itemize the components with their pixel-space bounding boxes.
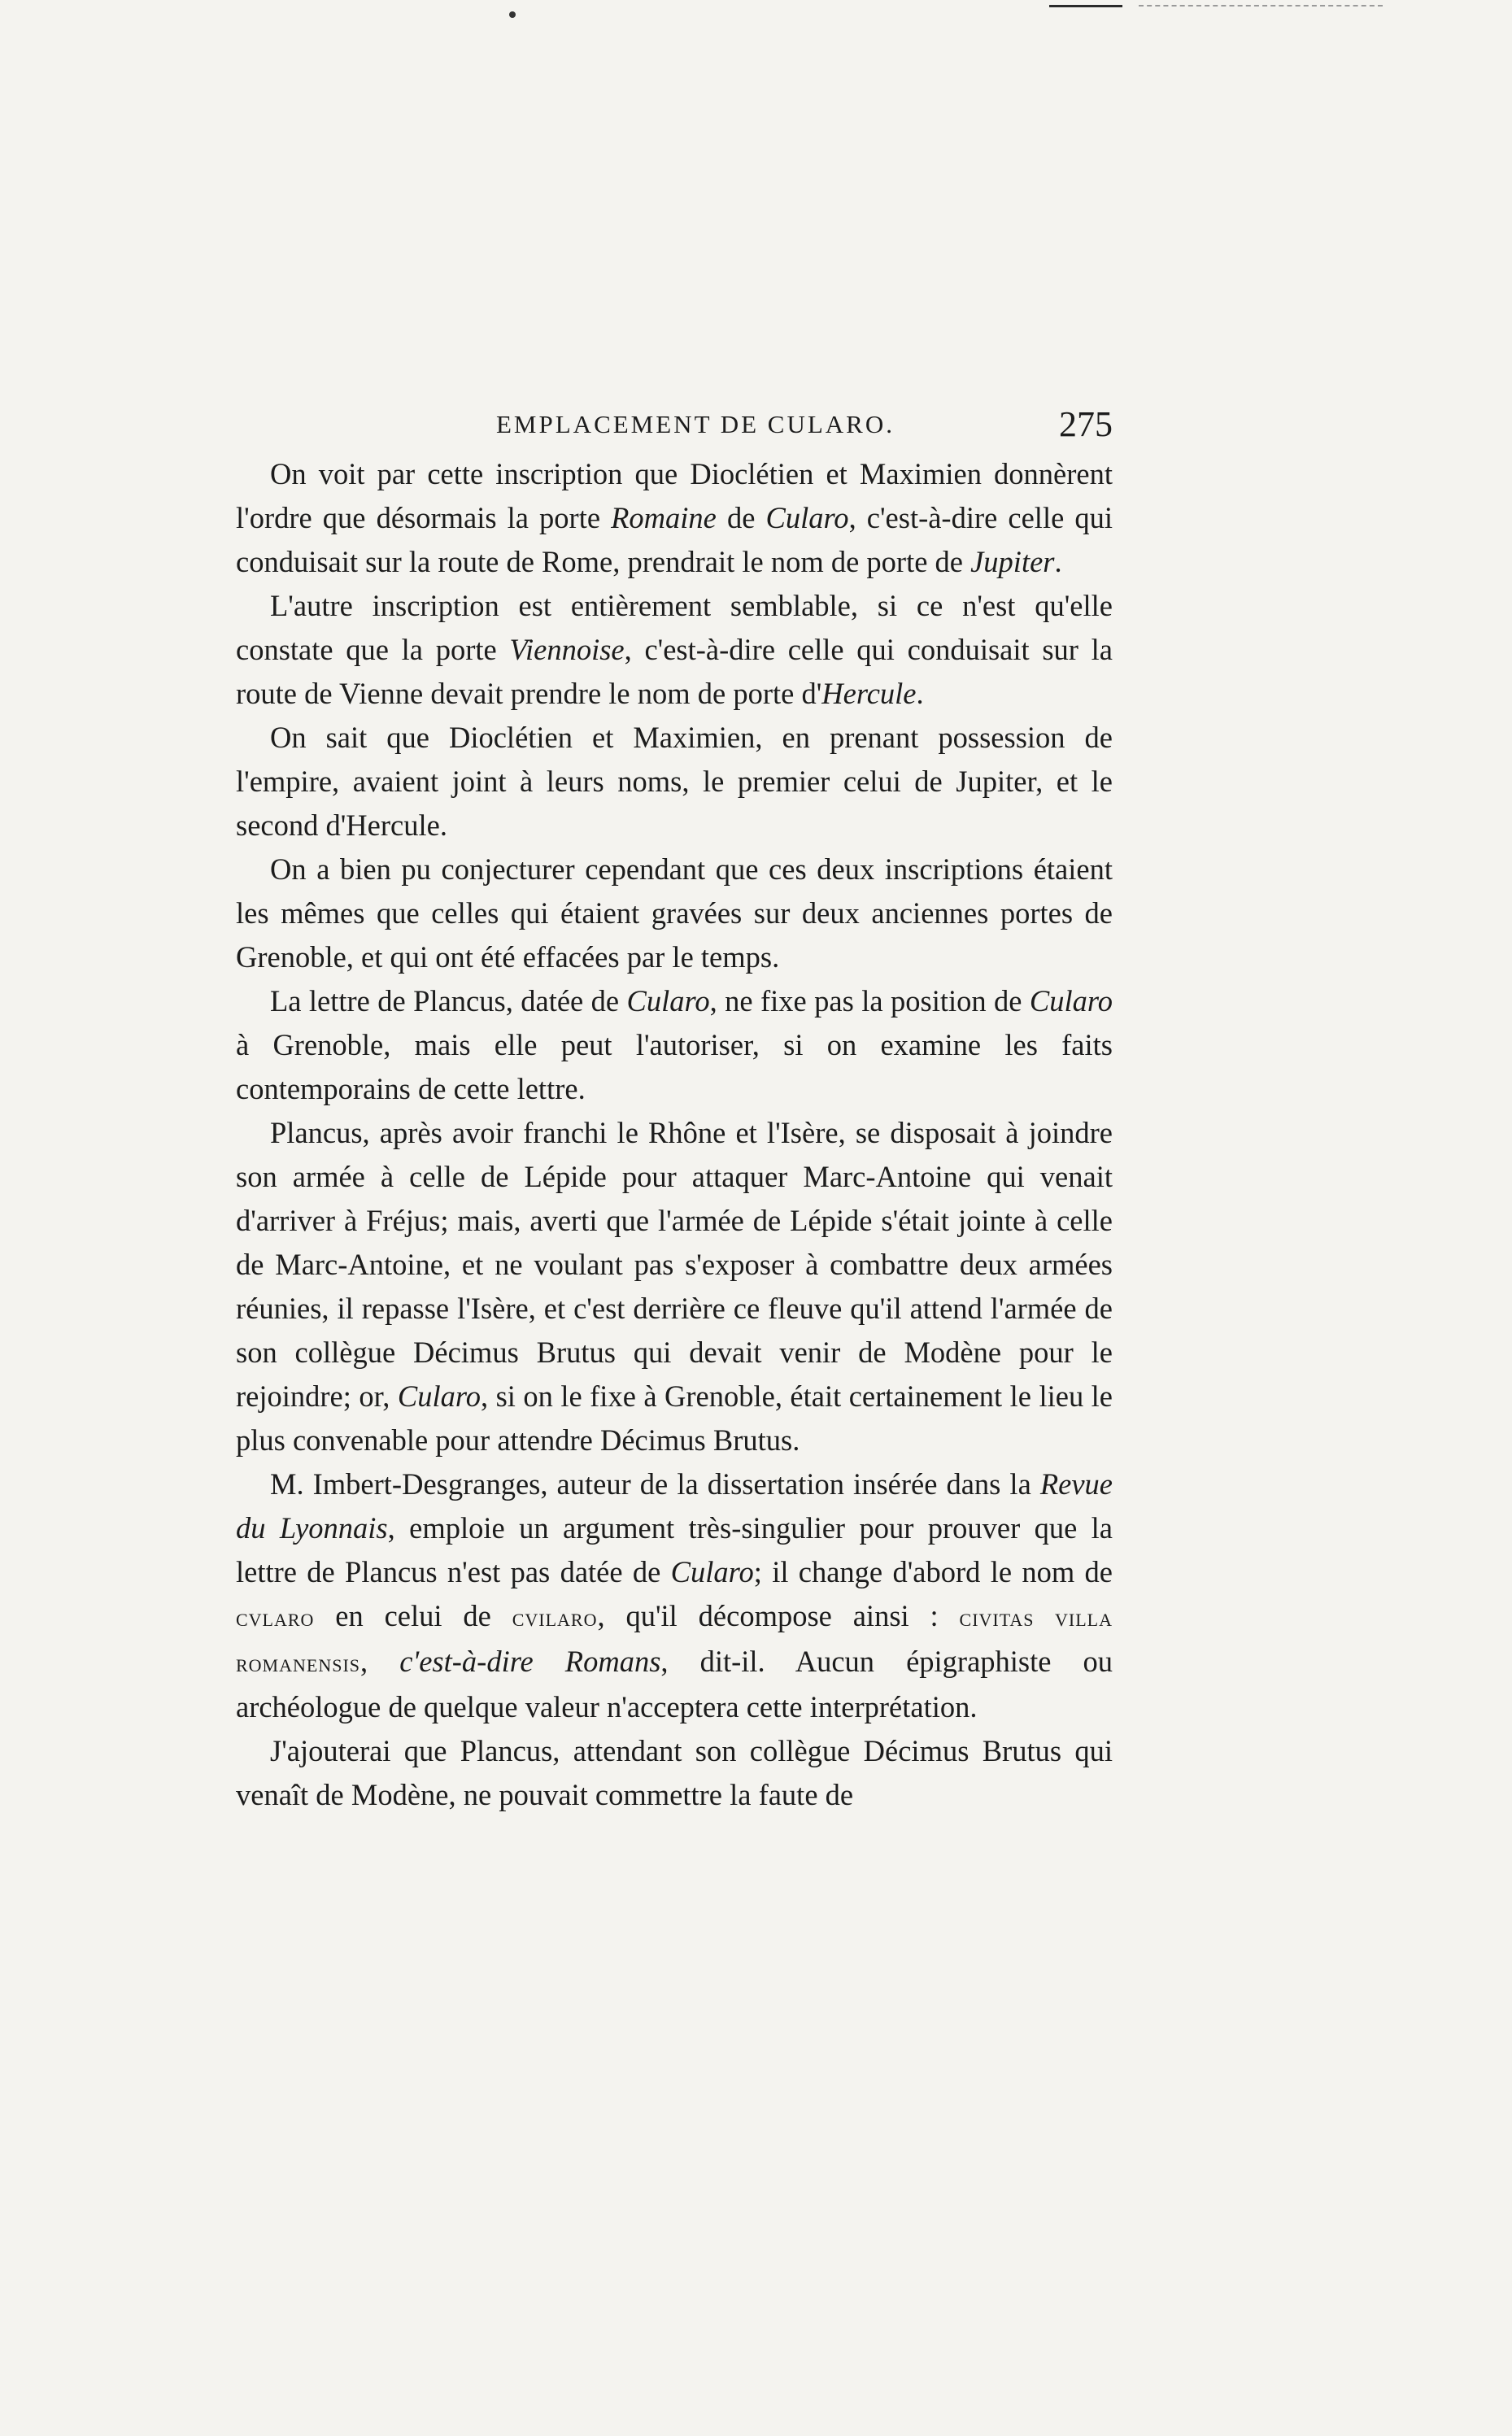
text-run: L'autre inscription est entièrement semblable, si ce n'est qu'elle constate que la porte <box>236 589 1113 666</box>
text-run: . <box>916 677 924 710</box>
text-run: On sait que Dioclétien et Maximien, en prenant possession de l'empire, avaient joint à leurs noms, le premier celui de Jupiter, et le second d'Hercule. <box>236 721 1113 842</box>
italic-run: Cularo <box>670 1555 754 1588</box>
paragraph <box>236 452 1113 584</box>
italic-run: Viennoise <box>509 633 625 666</box>
text-run: , c'est-à-dire celle qui conduisait sur la route de Rome, prendrait le nom de porte de <box>236 501 1113 578</box>
scan-edge-mark <box>1049 5 1122 7</box>
text-run: La lettre de Plancus, datée de <box>270 984 627 1018</box>
italic-run: Hercule <box>821 677 917 710</box>
text-run: , dit-il. Aucun épigraphiste ou archéologue de quelque valeur n'acceptera cette interprétation. <box>236 1645 1113 1724</box>
paragraph <box>236 1729 1113 1817</box>
page-number: 275 <box>1059 404 1113 444</box>
paragraph <box>236 584 1113 716</box>
italic-run: Romaine <box>611 501 717 534</box>
text-run: de <box>716 501 766 534</box>
text-run: , <box>360 1645 400 1678</box>
text-run: ; il change d'abord le nom de <box>753 1555 1113 1588</box>
paragraph <box>236 848 1113 979</box>
italic-run: Cularo <box>765 501 849 534</box>
italic-run: Cularo <box>397 1379 481 1413</box>
paragraph <box>236 979 1113 1111</box>
text-run: en celui de <box>314 1599 512 1632</box>
italic-run: Cularo <box>1029 984 1113 1018</box>
text-run: On voit par cette inscription que Dioclétien et Maximien donnèrent l'ordre que désormais la porte <box>236 457 1113 534</box>
text-run: , emploie un argument très-singulier pour prouver que la lettre de Plancus n'est pas datée de <box>236 1511 1113 1588</box>
text-run: Plancus, après avoir franchi le Rhône et l'Isère, se disposait à joindre son armée à celle de Lépide pour attaquer Marc-Antoine qui venait d'arriver à Fréjus; mais, averti que l'armée de Lépide s'était jointe à celle de Marc-Antoine, et ne voulant pas s'exposer à combattre deux armées réunies, il repasse l'Isère, et c'est derrière ce fleuve qu'il attend l'armée de son collègue Décimus Brutus qui devait venir de Modène pour le rejoindre; or, <box>236 1116 1113 1413</box>
text-run: , ne fixe pas la position de <box>709 984 1030 1018</box>
paragraph <box>236 716 1113 848</box>
scan-speck <box>509 11 516 18</box>
italic-run: Jupiter <box>970 545 1055 578</box>
small-caps-run: civitas villa romanensis <box>236 1603 1113 1677</box>
small-caps-run: cvlaro <box>236 1603 315 1632</box>
paragraph <box>236 1462 1113 1729</box>
small-caps-run: cvilaro <box>512 1603 598 1632</box>
text-run: J'ajouterai que Plancus, attendant son collègue Décimus Brutus qui venaît de Modène, ne pouvait commettre la faute de <box>236 1734 1113 1811</box>
text-run: . <box>1054 545 1062 578</box>
text-run: , qu'il décompose ainsi : <box>597 1599 960 1632</box>
body-text <box>236 452 1113 1817</box>
text-run: à Grenoble, mais elle peut l'autoriser, si on examine les faits contemporains de cette lettre. <box>236 1028 1113 1105</box>
text-run: On a bien pu conjecturer cependant que ces deux inscriptions étaient les mêmes que celles qui étaient gravées sur deux anciennes portes de Grenoble, et qui ont été effacées par le temps. <box>236 852 1113 974</box>
running-title: EMPLACEMENT DE CULARO. <box>496 410 895 438</box>
text-run: , c'est-à-dire celle qui conduisait sur la route de Vienne devait prendre le nom de porte d' <box>236 633 1113 710</box>
italic-run: Revue du Lyonnais <box>236 1467 1113 1545</box>
paragraph <box>236 1111 1113 1462</box>
italic-run: Cularo <box>626 984 710 1018</box>
text-run: , si on le fixe à Grenoble, était certainement le lieu le plus convenable pour attendre Décimus Brutus. <box>236 1379 1113 1457</box>
text-run: M. Imbert-Desgranges, auteur de la dissertation insérée dans la <box>270 1467 1040 1501</box>
italic-run: c'est-à-dire Romans <box>399 1645 661 1678</box>
scan-edge-dashes <box>1139 5 1383 7</box>
running-head <box>236 403 1113 452</box>
